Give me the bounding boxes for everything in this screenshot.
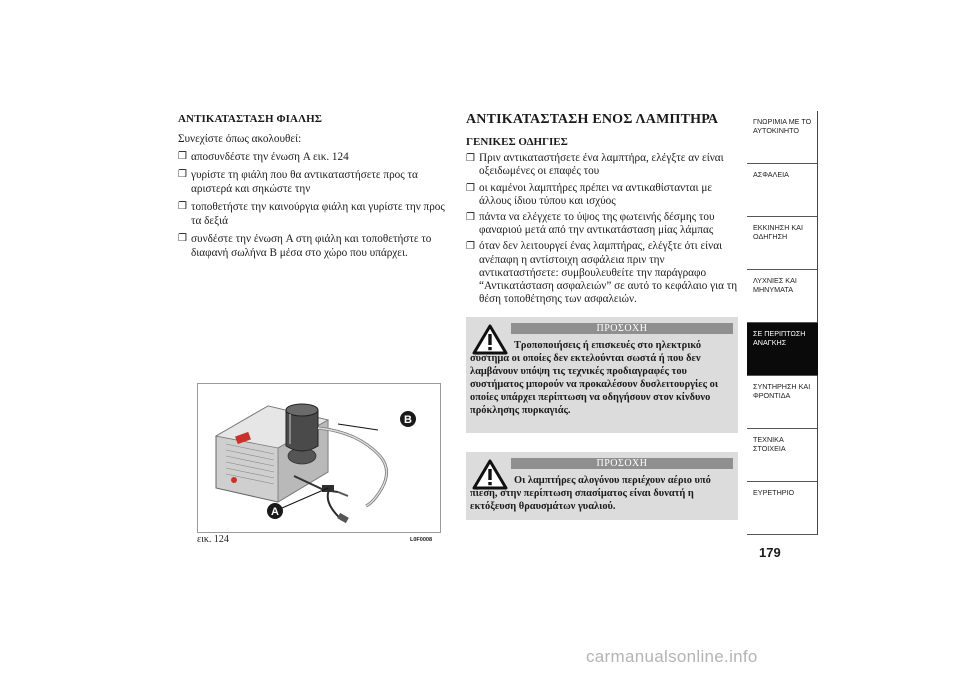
right-column <box>466 112 738 309</box>
checkbox-bullet-icon: ❒ <box>178 201 187 212</box>
list-item <box>466 182 738 208</box>
list-item <box>178 150 450 164</box>
tab-label: ΑΝΑΓΚΗΣ <box>753 338 787 347</box>
tab-maintenance[interactable] <box>747 376 818 429</box>
chapter-tabs <box>747 111 818 535</box>
list-item-text: οι καμένοι λαμπτήρες πρέπει να αντικαθίστανται με άλλους ίδιου τύπου και ισχύος <box>479 181 713 207</box>
list-item <box>178 200 450 228</box>
list-item-text: συνδέστε την ένωση A στη φιάλη και τοποθετήστε το διαφανή σωλήνα B μέσα στο χώρο που υπάρχει. <box>191 233 432 259</box>
list-item-text: όταν δεν λειτουργεί ένας λαμπτήρας, ελέγξτε ότι είναι ανέπαφη η αντίστοιχη ασφάλεια πριν την αντικαταστήσετε: συμβουλευθείτε την παράγραφο “Αντικατάσταση ασφαλειών” σε αυτό το κεφάλαιο για τη θέση τοποθέτησης των ασφαλειών. <box>479 240 738 306</box>
tab-label: ΕΥΡΕΤΗΡΙΟ <box>753 488 795 497</box>
checkbox-bullet-icon: ❒ <box>178 233 187 244</box>
tab-label: ΛΥΧΝΙΕΣ ΚΑΙ <box>753 276 797 285</box>
tab-warning-lights[interactable] <box>747 270 818 323</box>
tab-index[interactable] <box>747 482 818 535</box>
tab-label: ΟΔΗΓΗΣΗ <box>753 232 788 241</box>
warning-title: ΠΡΟΣΟΧΗ <box>511 323 733 334</box>
checkbox-bullet-icon: ❒ <box>466 241 475 253</box>
tab-label: ΑΥΤΟΚΙΝΗΤΟ <box>753 126 799 135</box>
subsection-title: ΓΕΝΙΚΕΣ ΟΔΗΓΙΕΣ <box>466 136 568 148</box>
tab-getting-to-know[interactable] <box>747 111 818 164</box>
tab-label: ΑΣΦΑΛΕΙΑ <box>753 170 789 179</box>
checkbox-bullet-icon: ❒ <box>466 182 475 194</box>
figure-124 <box>197 383 441 533</box>
checkbox-bullet-icon: ❒ <box>466 212 475 224</box>
tab-starting-driving[interactable] <box>747 217 818 270</box>
checkbox-bullet-icon: ❒ <box>466 153 475 165</box>
tab-emergency[interactable] <box>747 323 818 376</box>
page-number: 179 <box>759 545 781 560</box>
list-item-text: Πριν αντικαταστήσετε ένα λαμπτήρα, ελέγξτε αν είναι οξειδωμένες οι επαφές του <box>479 152 724 178</box>
tab-label: ΕΚΚΙΝΗΣΗ ΚΑΙ <box>753 223 803 232</box>
intro-text: Συνεχίστε όπως ακολουθεί: <box>178 133 302 145</box>
tab-safety[interactable] <box>747 164 818 217</box>
figure-code: L0F0008 <box>410 537 433 543</box>
tab-label: ΓΝΩΡΙΜΙΑ ΜΕ ΤΟ <box>753 117 812 126</box>
left-column <box>178 112 450 264</box>
list-item <box>178 232 450 260</box>
list-item <box>466 211 738 237</box>
tab-label: ΦΡΟΝΤΙΔΑ <box>753 391 791 400</box>
tab-label: ΣΥΝΤΗΡΗΣΗ ΚΑΙ <box>753 382 811 391</box>
callout-a-label: A <box>271 506 279 518</box>
section-title-bulb: ΑΝΤΙΚΑΤΑΣΤΑΣΗ ΕΝΟΣ ΛΑΜΠΤΗΡΑ <box>466 112 719 127</box>
list-item-text: τοποθετήστε την καινούργια φιάλη και γυρίστε την προς τα δεξιά <box>191 201 445 227</box>
checkbox-bullet-icon: ❒ <box>178 151 187 162</box>
tab-label: ΣΕ ΠΕΡΙΠΤΩΣΗ <box>753 329 806 338</box>
compressor-illustration <box>198 384 440 532</box>
figure-caption: εικ. 124 <box>197 534 229 545</box>
list-item-text: γυρίστε τη φιάλη που θα αντικαταστήσετε προς τα αριστερά και σηκώστε την <box>191 169 418 195</box>
section-heading-bottle: ΑΝΤΙΚΑΤΑΣΤΑΣΗ ΦΙΑΛΗΣ <box>178 113 323 125</box>
list-item <box>178 168 450 196</box>
checkbox-bullet-icon: ❒ <box>178 169 187 180</box>
tab-label: ΤΕΧΝΙΚΑ ΣΤΟΙΧΕΙΑ <box>753 435 786 453</box>
warning-text: Οι λαμπτήρες αλογόνου περιέχουν αέριο υπό πίεση, στην περίπτωση σπασίματος είναι δυνατή η εκτόξευση θραυσμάτων γυαλιού. <box>470 475 711 512</box>
callout-b-label: B <box>404 414 412 426</box>
list-item-text: πάντα να ελέγχετε το ύψος της φωτεινής δέσμης του φαναριού μετά από την αντικατάσταση μίας λάμπας <box>479 211 715 237</box>
tab-label: ΜΗΝΥΜΑΤΑ <box>753 285 794 294</box>
list-item <box>466 240 738 306</box>
tab-technical-data[interactable] <box>747 429 818 482</box>
list-item-text: αποσυνδέστε την ένωση A εικ. 124 <box>191 151 349 163</box>
list-item <box>466 152 738 178</box>
warning-text: Τροποποιήσεις ή επισκευές στο ηλεκτρικό σύστημα οι οποίες δεν εκτελούνται σωστά ή που δεν λαμβάνουν υπόψη τις τεχνικές προδιαγραφές του συστήματος μπορούν να προκαλέσουν δυσλειτουργίες οι οποίες υπάρχει περίπτωση να οδηγήσουν στον κίνδυνο πρόκλησης πυρκαγιάς. <box>470 340 719 416</box>
warning-box-electrical <box>466 317 738 433</box>
watermark: carmanualsonline.info <box>586 647 758 666</box>
warning-box-halogen <box>466 452 738 520</box>
warning-title: ΠΡΟΣΟΧΗ <box>511 458 733 469</box>
